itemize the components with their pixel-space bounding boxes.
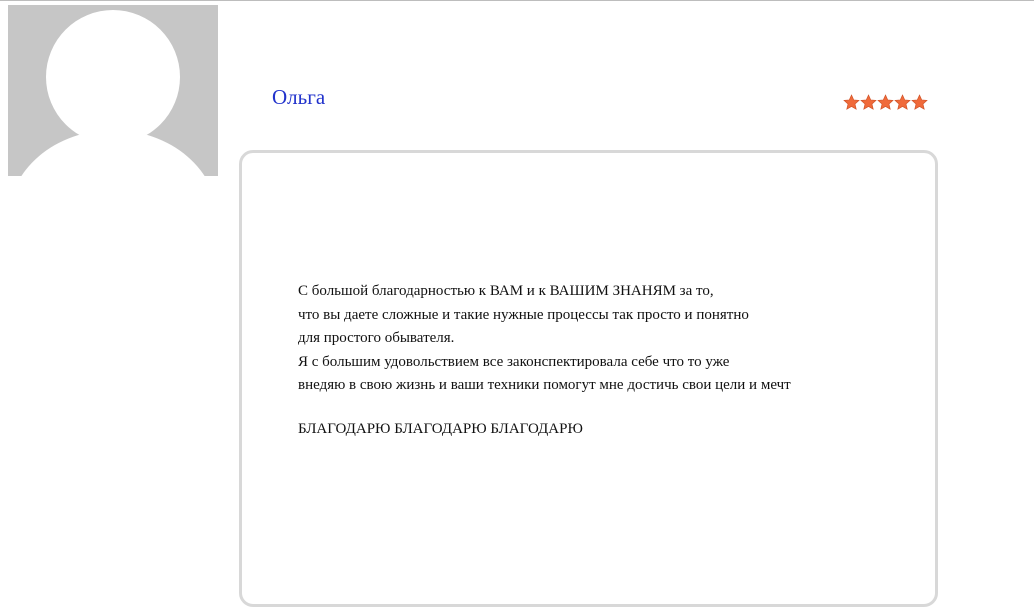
review-line: внедяю в свою жизнь и ваши техники помогут мне достичь свои цели и мечт bbox=[298, 377, 791, 393]
author-name-link[interactable]: Ольга bbox=[272, 85, 326, 109]
review-line: для простого обывателя. bbox=[298, 330, 455, 346]
star-icon bbox=[860, 94, 877, 111]
paragraph-gap bbox=[298, 398, 918, 418]
star-icon bbox=[877, 94, 894, 111]
review-line: С большой благодарностью к ВАМ и к ВАШИМ ЗНАНЯМ за то, bbox=[298, 283, 714, 299]
star-icon bbox=[911, 94, 928, 111]
default-user-silhouette-icon bbox=[8, 5, 218, 176]
user-avatar bbox=[8, 5, 218, 176]
review-line: Я с большим удовольствием все законспектировала себе что то уже bbox=[298, 353, 730, 370]
review-closing-line: БЛАГОДАРЮ БЛАГОДАРЮ БЛАГОДАРЮ bbox=[298, 420, 583, 437]
review-body bbox=[298, 280, 918, 441]
review-text-box bbox=[239, 150, 938, 607]
star-icon bbox=[894, 94, 911, 111]
top-divider bbox=[0, 0, 1034, 1]
review-line: что вы даете сложные и такие нужные процессы так просто и понятно bbox=[298, 306, 749, 323]
star-rating bbox=[843, 91, 929, 113]
star-icon bbox=[843, 94, 860, 111]
